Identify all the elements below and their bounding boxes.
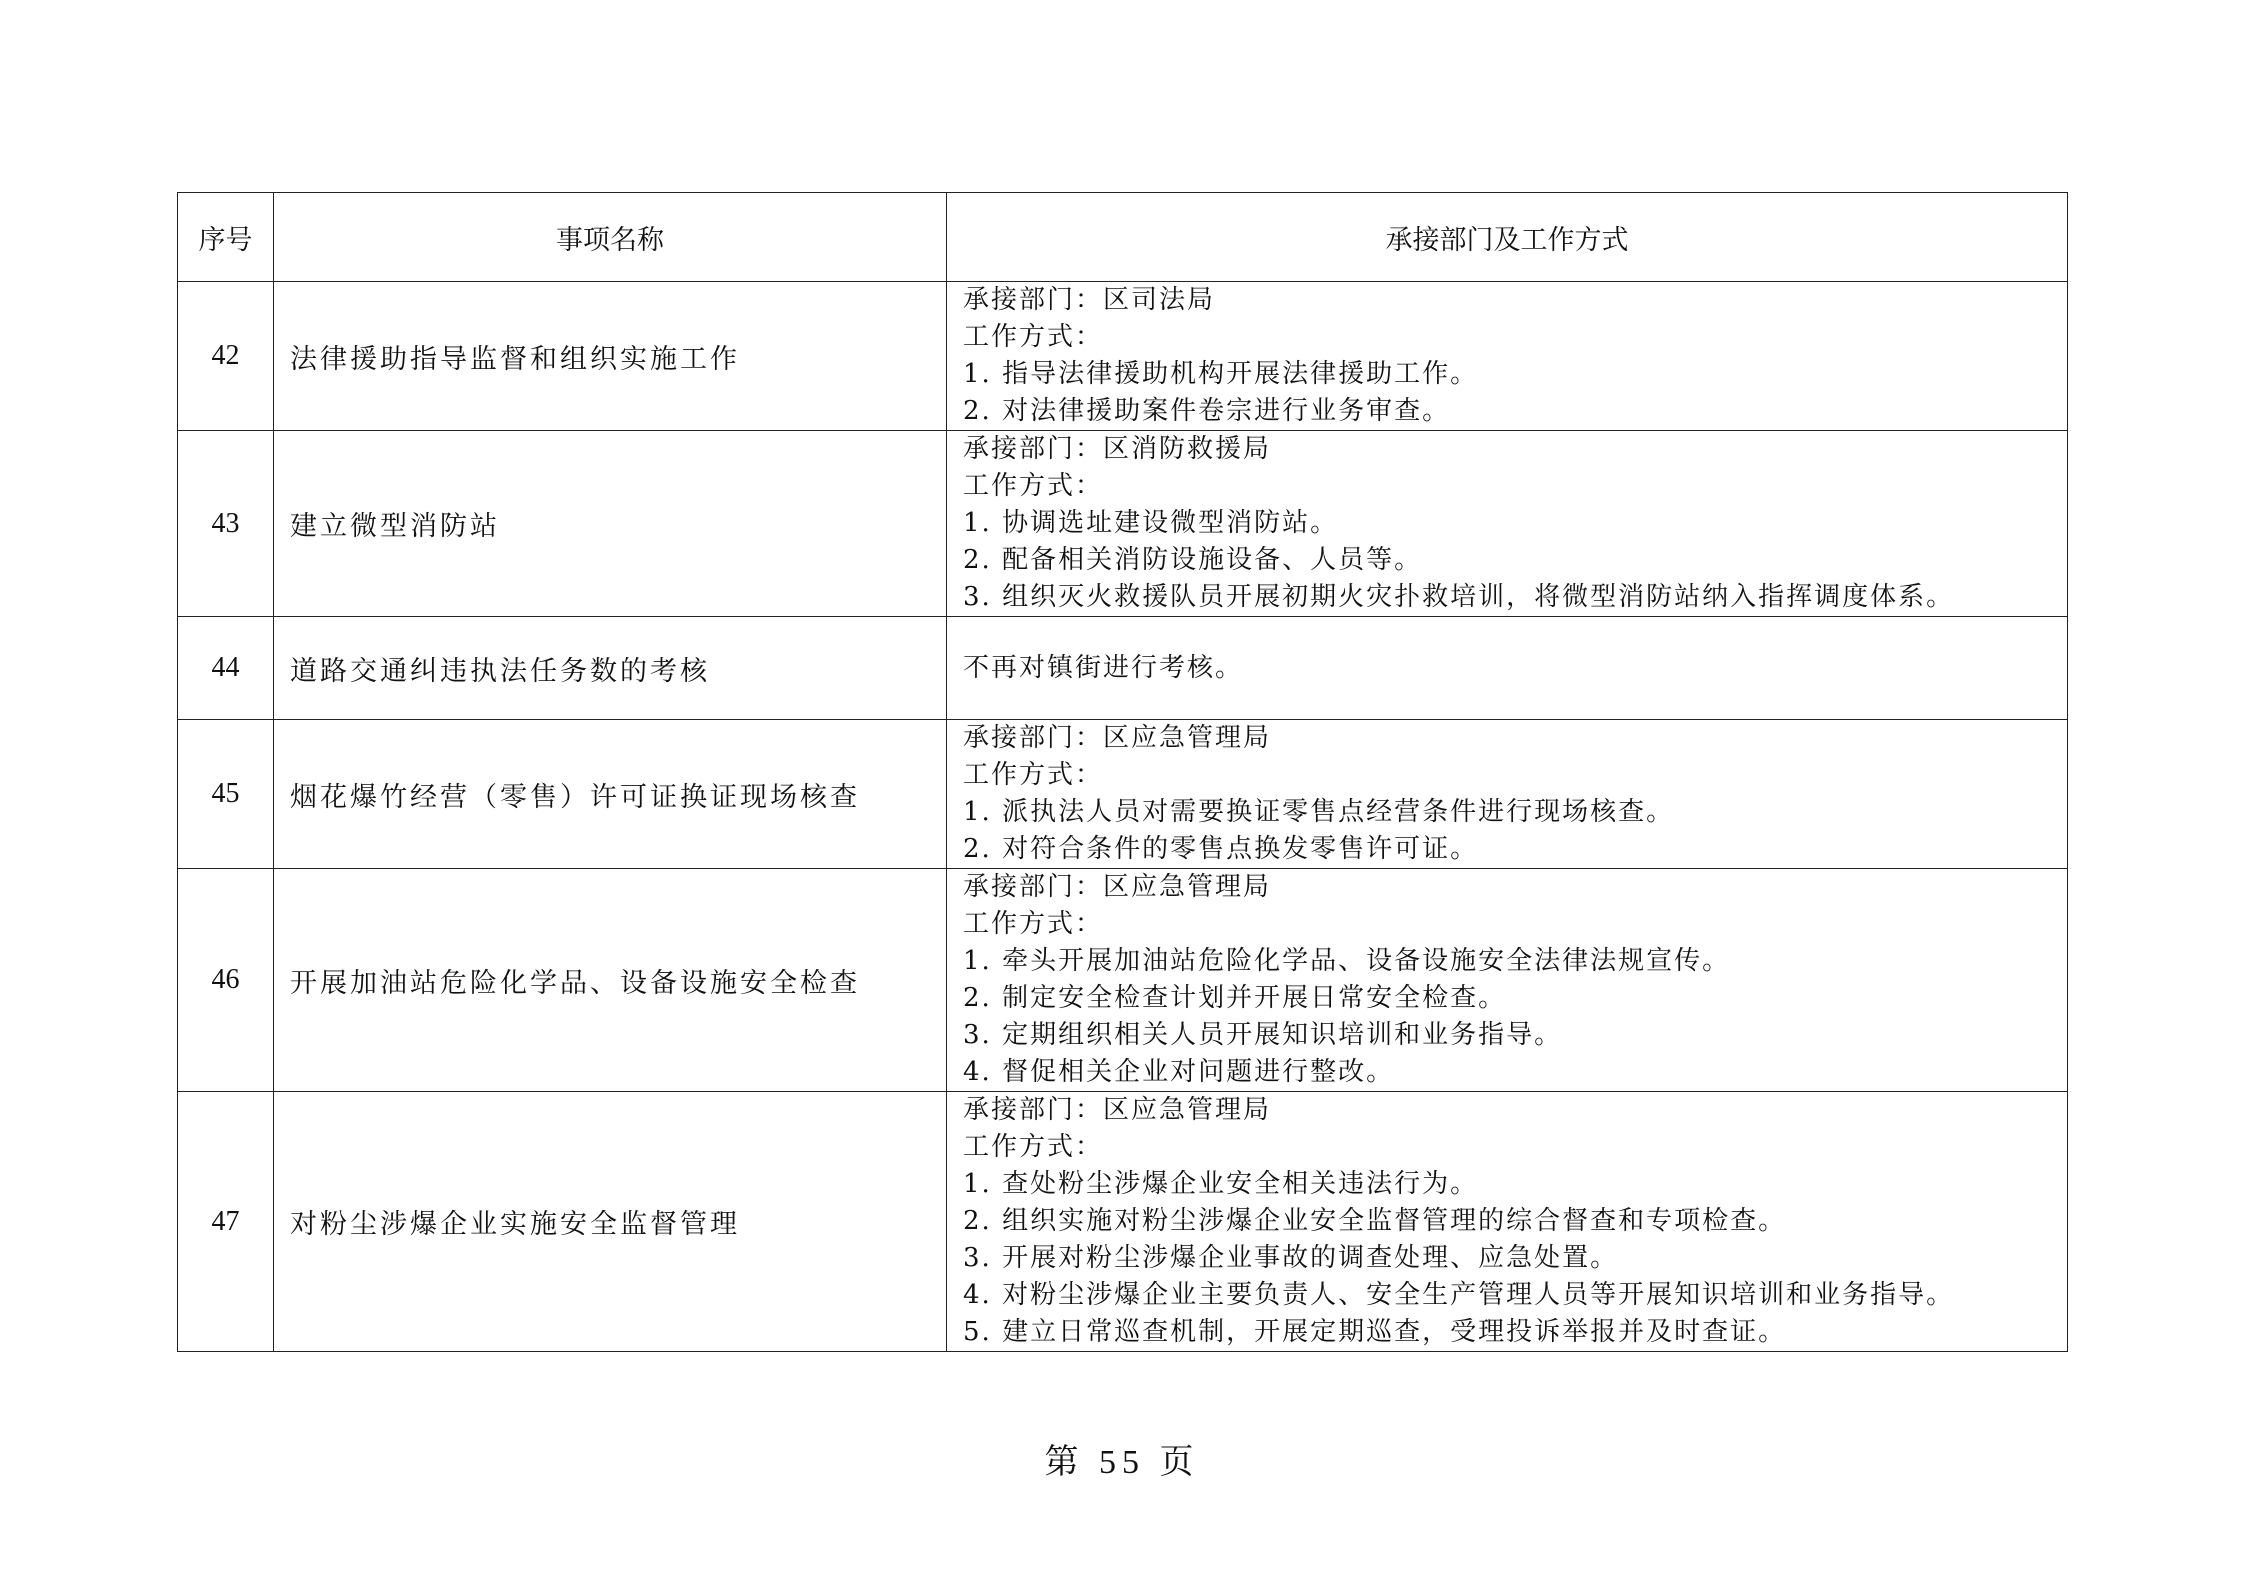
row-way <box>947 1092 2068 1352</box>
page-number: 第 55 页 <box>1044 1444 1200 1481</box>
row-name: 烟花爆竹经营（零售）许可证换证现场核查 <box>274 720 947 869</box>
way-line: 工作方式： <box>963 909 1104 939</box>
row-way <box>947 617 2068 720</box>
way-line: 工作方式： <box>963 760 1104 790</box>
way-line: 4. 对粉尘涉爆企业主要负责人、安全生产管理人员等开展知识培训和业务指导。 <box>963 1280 1955 1310</box>
header-way: 承接部门及工作方式 <box>947 193 2068 282</box>
row-name: 开展加油站危险化学品、设备设施安全检查 <box>274 869 947 1092</box>
way-line: 2. 对法律援助案件卷宗进行业务审查。 <box>963 396 1451 426</box>
way-line: 2. 制定安全检查计划并开展日常安全检查。 <box>963 983 1507 1013</box>
way-line: 3. 组织灭火救援队员开展初期火灾扑救培训，将微型消防站纳入指挥调度体系。 <box>963 582 1955 612</box>
way-line: 3. 开展对粉尘涉爆企业事故的调查处理、应急处置。 <box>963 1243 1619 1273</box>
way-line: 1. 查处粉尘涉爆企业安全相关违法行为。 <box>963 1169 1479 1199</box>
row-seq: 47 <box>178 1092 274 1352</box>
table-row <box>178 617 2068 720</box>
row-seq: 45 <box>178 720 274 869</box>
header-seq: 序号 <box>178 193 274 282</box>
way-line: 5. 建立日常巡查机制，开展定期巡查，受理投诉举报并及时查证。 <box>963 1317 1787 1347</box>
way-line: 承接部门：区消防救援局 <box>963 434 1272 464</box>
way-line: 工作方式： <box>963 1132 1104 1162</box>
matters-table <box>177 192 2068 1352</box>
way-line: 2. 配备相关消防设施设备、人员等。 <box>963 545 1423 575</box>
way-line: 1. 协调选址建设微型消防站。 <box>963 508 1339 538</box>
header-name: 事项名称 <box>274 193 947 282</box>
way-line: 3. 定期组织相关人员开展知识培训和业务指导。 <box>963 1020 1563 1050</box>
table-row <box>178 1092 2068 1352</box>
table-body <box>178 282 2068 1352</box>
row-name: 法律援助指导监督和组织实施工作 <box>274 282 947 431</box>
way-line: 承接部门：区应急管理局 <box>963 1095 1272 1125</box>
row-seq: 42 <box>178 282 274 431</box>
table-row <box>178 869 2068 1092</box>
way-line: 4. 督促相关企业对问题进行整改。 <box>963 1057 1395 1087</box>
way-line: 1. 派执法人员对需要换证零售点经营条件进行现场核查。 <box>963 797 1675 827</box>
way-line: 工作方式： <box>963 322 1104 352</box>
row-seq: 44 <box>178 617 274 720</box>
way-line: 承接部门：区司法局 <box>963 285 1216 315</box>
way-line: 1. 牵头开展加油站危险化学品、设备设施安全法律法规宣传。 <box>963 946 1731 976</box>
way-line: 1. 指导法律援助机构开展法律援助工作。 <box>963 359 1479 389</box>
table-row <box>178 720 2068 869</box>
way-line: 2. 对符合条件的零售点换发零售许可证。 <box>963 834 1479 864</box>
row-way <box>947 282 2068 431</box>
row-name: 对粉尘涉爆企业实施安全监督管理 <box>274 1092 947 1352</box>
row-way <box>947 720 2068 869</box>
row-way <box>947 869 2068 1092</box>
table-header <box>178 193 2068 282</box>
table-row <box>178 282 2068 431</box>
row-way <box>947 431 2068 617</box>
row-seq: 46 <box>178 869 274 1092</box>
row-name: 道路交通纠违执法任务数的考核 <box>274 617 947 720</box>
way-line: 工作方式： <box>963 471 1104 501</box>
way-line: 承接部门：区应急管理局 <box>963 872 1272 902</box>
way-line: 承接部门：区应急管理局 <box>963 723 1272 753</box>
row-seq: 43 <box>178 431 274 617</box>
way-line: 不再对镇街进行考核。 <box>963 652 1244 683</box>
table-row <box>178 431 2068 617</box>
way-line: 2. 组织实施对粉尘涉爆企业安全监督管理的综合督查和专项检查。 <box>963 1206 1787 1236</box>
row-name: 建立微型消防站 <box>274 431 947 617</box>
